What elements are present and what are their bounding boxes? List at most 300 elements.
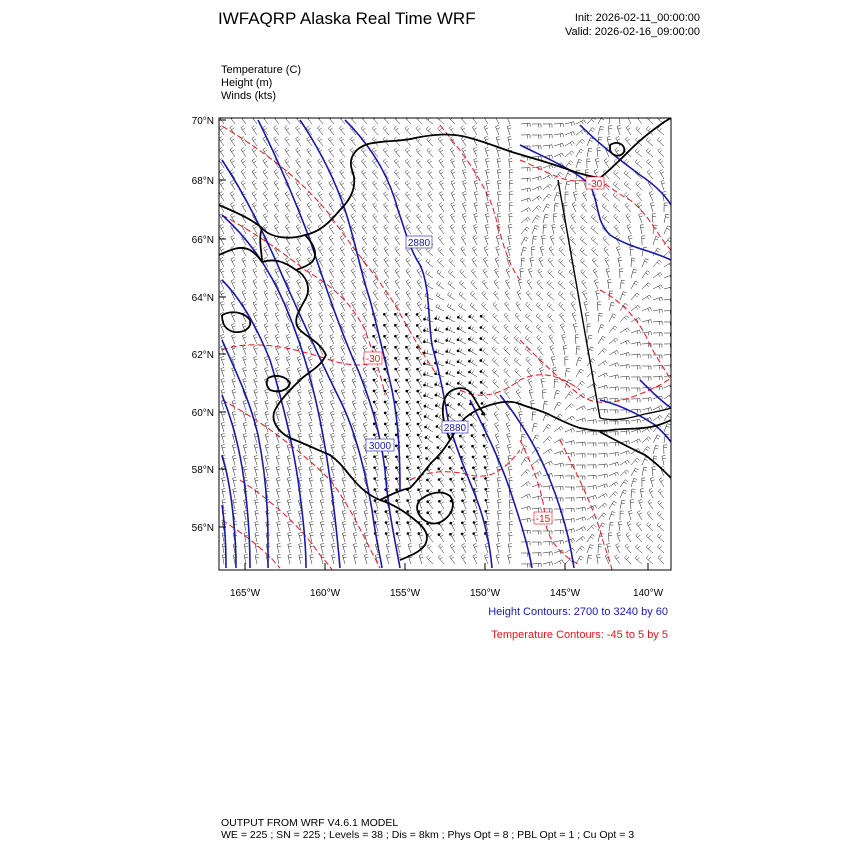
wind-barb bbox=[274, 126, 279, 135]
wind-barb bbox=[462, 224, 466, 234]
wind-barb bbox=[627, 521, 631, 531]
wind-barb bbox=[653, 309, 663, 313]
wind-barb bbox=[630, 500, 634, 509]
wind-barb bbox=[642, 447, 650, 454]
wind-barb bbox=[254, 367, 258, 377]
wind-barb bbox=[543, 424, 551, 432]
wind-barb bbox=[609, 126, 613, 135]
wind-barb bbox=[657, 534, 664, 543]
wind-barb bbox=[575, 181, 579, 190]
wind-barb bbox=[473, 543, 477, 553]
wind-barb bbox=[598, 544, 602, 553]
wind-barb-pennant bbox=[416, 324, 419, 327]
wind-barb bbox=[616, 543, 620, 553]
wind-barb bbox=[536, 324, 543, 333]
wind-barb-pennant bbox=[417, 467, 420, 470]
wind-barb bbox=[298, 466, 302, 476]
wind-barb bbox=[386, 543, 390, 553]
wind-barb bbox=[265, 433, 269, 443]
wind-barb bbox=[285, 225, 290, 235]
model-info-line2: WE = 225 ; SN = 225 ; Levels = 38 ; Dis = 8km ; Phys Opt = 8 ; PBL Opt = 1 ; Cu Opt = 3 bbox=[221, 829, 635, 841]
wind-barb bbox=[219, 192, 224, 202]
wind-barb bbox=[363, 323, 368, 333]
wind-barb bbox=[482, 291, 488, 300]
wind-barb bbox=[498, 181, 502, 191]
wind-barb bbox=[609, 501, 617, 509]
wind-barb bbox=[509, 522, 513, 531]
wind-barb bbox=[521, 123, 530, 127]
wind-barb bbox=[598, 126, 604, 135]
wind-barb bbox=[243, 433, 247, 443]
wind-barb bbox=[664, 394, 673, 399]
wind-barb bbox=[657, 523, 664, 532]
wind-barb bbox=[460, 269, 466, 278]
wind-barb bbox=[627, 224, 631, 234]
wind-barb bbox=[653, 376, 662, 380]
wind-barb-pennant bbox=[438, 533, 441, 536]
wind-barb-pennant bbox=[384, 379, 387, 382]
wind-barb bbox=[426, 270, 434, 278]
wind-barb-pennant bbox=[473, 499, 476, 502]
wind-barb bbox=[221, 433, 225, 443]
wind-barb bbox=[543, 204, 550, 212]
wind-barb bbox=[664, 333, 673, 337]
wind-barb bbox=[481, 336, 488, 344]
wind-barb bbox=[244, 555, 248, 565]
wind-barb bbox=[495, 423, 500, 433]
wind-barb bbox=[450, 225, 455, 235]
wind-barb bbox=[565, 181, 570, 190]
wind-barb bbox=[384, 280, 389, 290]
wind-barb bbox=[231, 268, 235, 278]
wind-barb bbox=[620, 480, 628, 487]
wind-barb-pennant bbox=[461, 488, 464, 491]
wind-barb bbox=[652, 467, 656, 476]
wind-barb-pennant bbox=[383, 346, 386, 349]
wind-barb bbox=[573, 191, 577, 201]
wind-barb bbox=[653, 236, 659, 245]
model-info-line1: OUTPUT FROM WRF V4.6.1 MODEL bbox=[221, 817, 399, 829]
wind-barb bbox=[299, 532, 303, 542]
wind-barb bbox=[318, 236, 323, 246]
wind-barb bbox=[565, 122, 575, 126]
wind-barb bbox=[642, 408, 652, 412]
wind-barb bbox=[233, 477, 237, 487]
wind-barb bbox=[598, 513, 606, 520]
wind-barb bbox=[521, 564, 530, 568]
wind-barb bbox=[308, 301, 312, 311]
wind-barb bbox=[636, 126, 642, 135]
wind-barb bbox=[481, 380, 488, 389]
wind-barb bbox=[276, 411, 280, 421]
wind-barb bbox=[426, 424, 434, 432]
wind-barb bbox=[609, 115, 614, 124]
wind-barb bbox=[532, 563, 541, 567]
wind-barb bbox=[506, 268, 510, 278]
wind-barb bbox=[352, 334, 356, 344]
wind-barb bbox=[296, 137, 301, 146]
wind-barb bbox=[319, 389, 323, 399]
wind-barb bbox=[516, 390, 521, 399]
wind-barb bbox=[626, 533, 631, 542]
wind-barb bbox=[265, 411, 269, 421]
wind-barb bbox=[497, 489, 501, 499]
wind-barb bbox=[521, 482, 530, 487]
wind-barb bbox=[576, 507, 586, 511]
wind-barb-pennant bbox=[449, 456, 452, 459]
wind-barb bbox=[307, 203, 312, 212]
wind-barb bbox=[598, 454, 607, 458]
wind-barb bbox=[263, 203, 268, 213]
wind-barb-pennant bbox=[406, 445, 409, 448]
wind-barb bbox=[254, 444, 258, 454]
wind-barb bbox=[642, 247, 647, 256]
wind-barb bbox=[576, 406, 586, 410]
wind-barb bbox=[631, 478, 637, 487]
wind-barb bbox=[639, 213, 643, 223]
wind-barb bbox=[342, 532, 346, 542]
wind-barb bbox=[570, 225, 576, 234]
wind-barb bbox=[493, 302, 499, 311]
wind-barb bbox=[419, 554, 423, 564]
wind-barb-pennant bbox=[417, 434, 420, 437]
wind-barb bbox=[253, 301, 257, 311]
wind-barb-pennant bbox=[423, 318, 426, 321]
wind-barb-pennant bbox=[472, 532, 475, 535]
wind-barb bbox=[469, 336, 477, 344]
coastline-st-lawrence bbox=[222, 312, 250, 332]
wind-barb bbox=[598, 116, 605, 124]
wind-barb bbox=[265, 367, 269, 377]
wind-barb bbox=[255, 499, 259, 509]
wind-barb-pennant bbox=[449, 522, 452, 525]
wind-barb-pennant bbox=[468, 360, 471, 363]
wind-barb-pennant bbox=[445, 350, 448, 353]
wind-barb-pennant bbox=[395, 445, 398, 448]
wind-barb-pennant bbox=[394, 357, 397, 360]
wind-barb-pennant bbox=[480, 381, 483, 384]
wind-barb-pennant bbox=[434, 373, 437, 376]
wind-barb bbox=[576, 556, 583, 564]
wind-barb bbox=[587, 148, 592, 157]
wind-barb bbox=[395, 291, 400, 301]
wind-barb bbox=[308, 312, 312, 322]
wind-barb-pennant bbox=[372, 335, 375, 338]
wind-barb bbox=[383, 148, 389, 157]
wind-barb bbox=[591, 215, 598, 224]
wind-barb bbox=[427, 148, 433, 157]
wind-barb bbox=[219, 115, 224, 124]
wind-barb bbox=[426, 116, 433, 124]
wind-barb bbox=[620, 421, 629, 425]
wind-barb bbox=[642, 437, 651, 443]
wind-barb bbox=[319, 378, 323, 388]
wind-barb bbox=[609, 522, 614, 531]
wind-barb bbox=[613, 193, 620, 202]
wind-barb bbox=[576, 120, 586, 124]
wind-barb bbox=[364, 510, 368, 520]
wind-barb-pennant bbox=[480, 315, 483, 318]
wind-barb bbox=[451, 191, 455, 201]
wind-barb-pennant bbox=[457, 361, 460, 364]
wind-barb bbox=[624, 182, 631, 191]
wind-barb bbox=[508, 467, 512, 477]
wind-barb-pennant bbox=[468, 327, 471, 330]
wind-barb bbox=[538, 357, 543, 367]
wind-barb bbox=[581, 214, 587, 223]
wind-barb bbox=[598, 361, 607, 366]
wind-barb-pennant bbox=[438, 478, 441, 481]
wind-barb bbox=[543, 124, 552, 128]
wind-barb-pennant bbox=[416, 313, 419, 316]
wind-barb-pennant bbox=[426, 479, 429, 482]
wind-barb bbox=[460, 115, 466, 124]
wind-barb bbox=[448, 281, 455, 289]
wind-barb bbox=[386, 554, 390, 564]
wind-barb bbox=[428, 203, 433, 212]
wind-barb-pennant bbox=[461, 499, 464, 502]
wind-barb-pennant bbox=[417, 456, 420, 459]
wind-barb bbox=[520, 269, 524, 278]
wind-barb bbox=[339, 115, 345, 124]
wind-barb bbox=[424, 349, 433, 355]
wind-barb bbox=[274, 170, 279, 179]
wind-barb bbox=[363, 313, 368, 323]
wind-barb bbox=[394, 126, 400, 135]
wind-barb bbox=[341, 378, 345, 388]
wind-barb-pennant bbox=[394, 324, 397, 327]
wind-barb-pennant bbox=[406, 423, 409, 426]
wind-barb bbox=[450, 137, 455, 146]
wind-barb bbox=[242, 257, 246, 267]
wind-barb-pennant bbox=[468, 338, 471, 341]
wind-barb bbox=[624, 171, 631, 180]
wind-barb-pennant bbox=[417, 488, 420, 491]
wind-barb bbox=[642, 283, 651, 289]
wind-barb bbox=[543, 437, 552, 444]
wind-barb-pennant bbox=[473, 521, 476, 524]
wind-barb bbox=[631, 258, 635, 267]
wind-barb-pennant bbox=[460, 445, 463, 448]
wind-barb bbox=[591, 236, 598, 245]
wind-barb bbox=[532, 553, 541, 557]
wind-barb bbox=[576, 369, 584, 377]
wind-barb-pennant bbox=[458, 403, 461, 406]
wind-barb bbox=[570, 236, 577, 245]
wind-barb bbox=[416, 192, 422, 201]
wind-barb-pennant bbox=[374, 488, 377, 491]
wind-barb bbox=[255, 555, 259, 565]
wind-barb bbox=[350, 115, 356, 124]
wind-barb bbox=[263, 115, 268, 124]
wind-barb bbox=[597, 302, 601, 311]
wind-barb bbox=[460, 258, 466, 267]
wind-barb bbox=[587, 431, 596, 435]
wind-barb bbox=[598, 348, 607, 355]
wind-barb bbox=[481, 369, 488, 377]
wind-barb bbox=[458, 370, 466, 378]
wind-barb-pennant bbox=[457, 382, 460, 385]
wind-barb-pennant bbox=[395, 390, 398, 393]
wind-barb bbox=[532, 531, 541, 535]
wind-barb bbox=[472, 247, 477, 257]
wind-barb bbox=[543, 174, 553, 179]
wind-barb bbox=[609, 350, 619, 355]
wind-barb bbox=[351, 302, 356, 312]
wind-barb bbox=[587, 555, 592, 564]
wind-barb bbox=[647, 511, 653, 520]
wind-barb bbox=[507, 114, 511, 124]
wind-barb bbox=[620, 490, 627, 498]
wind-barb bbox=[537, 335, 543, 344]
wind-barb bbox=[653, 445, 659, 454]
wind-barb bbox=[635, 544, 642, 553]
coastline-chukotka bbox=[219, 248, 262, 262]
wind-barb bbox=[613, 203, 620, 212]
wind-barb bbox=[318, 192, 323, 201]
wind-barb bbox=[484, 554, 488, 564]
wind-barb-pennant bbox=[423, 384, 426, 387]
wind-barb bbox=[521, 188, 531, 192]
wind-barb bbox=[265, 466, 269, 476]
wind-barb bbox=[508, 136, 512, 146]
wind-barb bbox=[548, 324, 554, 333]
wind-barb bbox=[361, 115, 367, 124]
wind-barb bbox=[469, 358, 477, 366]
wind-barb bbox=[608, 533, 612, 542]
longitude-axis bbox=[230, 563, 664, 599]
wind-barb bbox=[461, 126, 466, 135]
wind-barb bbox=[417, 291, 422, 300]
wind-barb bbox=[295, 115, 301, 124]
wind-barb bbox=[319, 290, 323, 300]
wind-barb bbox=[395, 247, 400, 256]
wind-barb-pennant bbox=[395, 379, 398, 382]
wind-barb bbox=[221, 411, 225, 421]
wind-barb-pennant bbox=[434, 383, 437, 386]
wind-barb bbox=[319, 367, 323, 377]
lat-tick-label: 64°N bbox=[191, 293, 214, 304]
wind-barb bbox=[565, 392, 573, 399]
wind-barb bbox=[285, 115, 291, 124]
wind-barb bbox=[286, 367, 290, 377]
wind-barb bbox=[587, 396, 597, 400]
wind-barb bbox=[571, 214, 576, 223]
wind-barb-pennant bbox=[416, 335, 419, 338]
temperature-contour-line bbox=[560, 440, 612, 570]
wind-barb bbox=[642, 355, 651, 359]
wind-barb bbox=[299, 543, 303, 553]
wind-barb bbox=[298, 455, 302, 465]
wind-barb bbox=[536, 314, 543, 323]
wind-barb bbox=[650, 202, 654, 212]
wind-barb bbox=[573, 323, 577, 333]
height-contour-line bbox=[222, 505, 226, 568]
wind-barb bbox=[287, 400, 291, 410]
wind-barb bbox=[532, 247, 536, 256]
wind-barb bbox=[653, 366, 662, 370]
wind-barb bbox=[220, 257, 224, 267]
wind-barb bbox=[515, 368, 521, 377]
wind-barb bbox=[351, 269, 356, 279]
wind-barb bbox=[532, 435, 539, 443]
wind-barb bbox=[297, 367, 301, 377]
wind-barb bbox=[296, 170, 301, 179]
wind-barb bbox=[509, 203, 513, 212]
wind-barb bbox=[320, 499, 324, 509]
wind-barb bbox=[625, 137, 631, 146]
wind-barb bbox=[425, 293, 433, 300]
wind-barb bbox=[417, 225, 423, 234]
wind-barb bbox=[221, 356, 225, 366]
wind-barb bbox=[576, 139, 585, 146]
wind-barb bbox=[543, 184, 552, 190]
wind-barb bbox=[274, 137, 279, 146]
wind-barb bbox=[496, 235, 500, 245]
wind-barb-pennant bbox=[396, 521, 399, 524]
lon-tick-label: 145°W bbox=[549, 588, 581, 599]
wind-barb bbox=[310, 543, 314, 553]
wind-barb bbox=[449, 258, 455, 267]
wind-barb bbox=[405, 126, 411, 135]
wind-barb bbox=[458, 380, 466, 388]
wind-barb bbox=[341, 345, 345, 355]
wind-barb bbox=[532, 459, 541, 465]
wind-barb-pennant bbox=[445, 361, 448, 364]
wind-barb bbox=[463, 180, 467, 190]
wind-barb-pennant bbox=[482, 434, 485, 437]
wind-barb bbox=[642, 467, 647, 476]
wind-barb bbox=[494, 280, 499, 289]
wind-barb bbox=[617, 125, 621, 135]
wind-barb bbox=[653, 415, 662, 421]
wind-barb bbox=[253, 235, 258, 245]
wind-barb bbox=[642, 295, 651, 300]
wind-barb bbox=[241, 181, 246, 191]
wind-barb bbox=[439, 225, 444, 234]
wind-barb bbox=[587, 324, 591, 333]
wind-barb bbox=[548, 313, 555, 322]
wind-barb bbox=[617, 532, 621, 542]
wind-barb bbox=[350, 137, 356, 146]
wind-barb bbox=[642, 307, 652, 311]
wind-barb-pennant bbox=[470, 424, 473, 427]
wind-barb bbox=[451, 213, 456, 223]
wind-barb bbox=[514, 357, 521, 366]
wind-barb bbox=[340, 170, 345, 179]
wind-barb bbox=[642, 332, 651, 336]
wind-barb-pennant bbox=[450, 489, 453, 492]
wind-barb bbox=[342, 488, 346, 498]
wind-barb bbox=[437, 116, 444, 125]
wind-barb bbox=[565, 192, 569, 201]
wind-barb-pennant bbox=[384, 390, 387, 393]
wind-barb bbox=[642, 366, 651, 370]
wind-barb-pennant bbox=[396, 510, 399, 513]
wind-barb bbox=[495, 257, 499, 267]
height-contour-line bbox=[470, 400, 532, 568]
wind-barb bbox=[470, 303, 477, 311]
wind-barb bbox=[406, 280, 411, 289]
wind-barb bbox=[576, 381, 585, 388]
wind-barb bbox=[448, 402, 456, 410]
wind-barb bbox=[587, 486, 597, 490]
wind-barb bbox=[537, 280, 543, 289]
wind-barb bbox=[646, 555, 653, 564]
wind-barb bbox=[329, 203, 334, 212]
wind-barb bbox=[483, 258, 488, 268]
wind-barb bbox=[353, 455, 357, 465]
